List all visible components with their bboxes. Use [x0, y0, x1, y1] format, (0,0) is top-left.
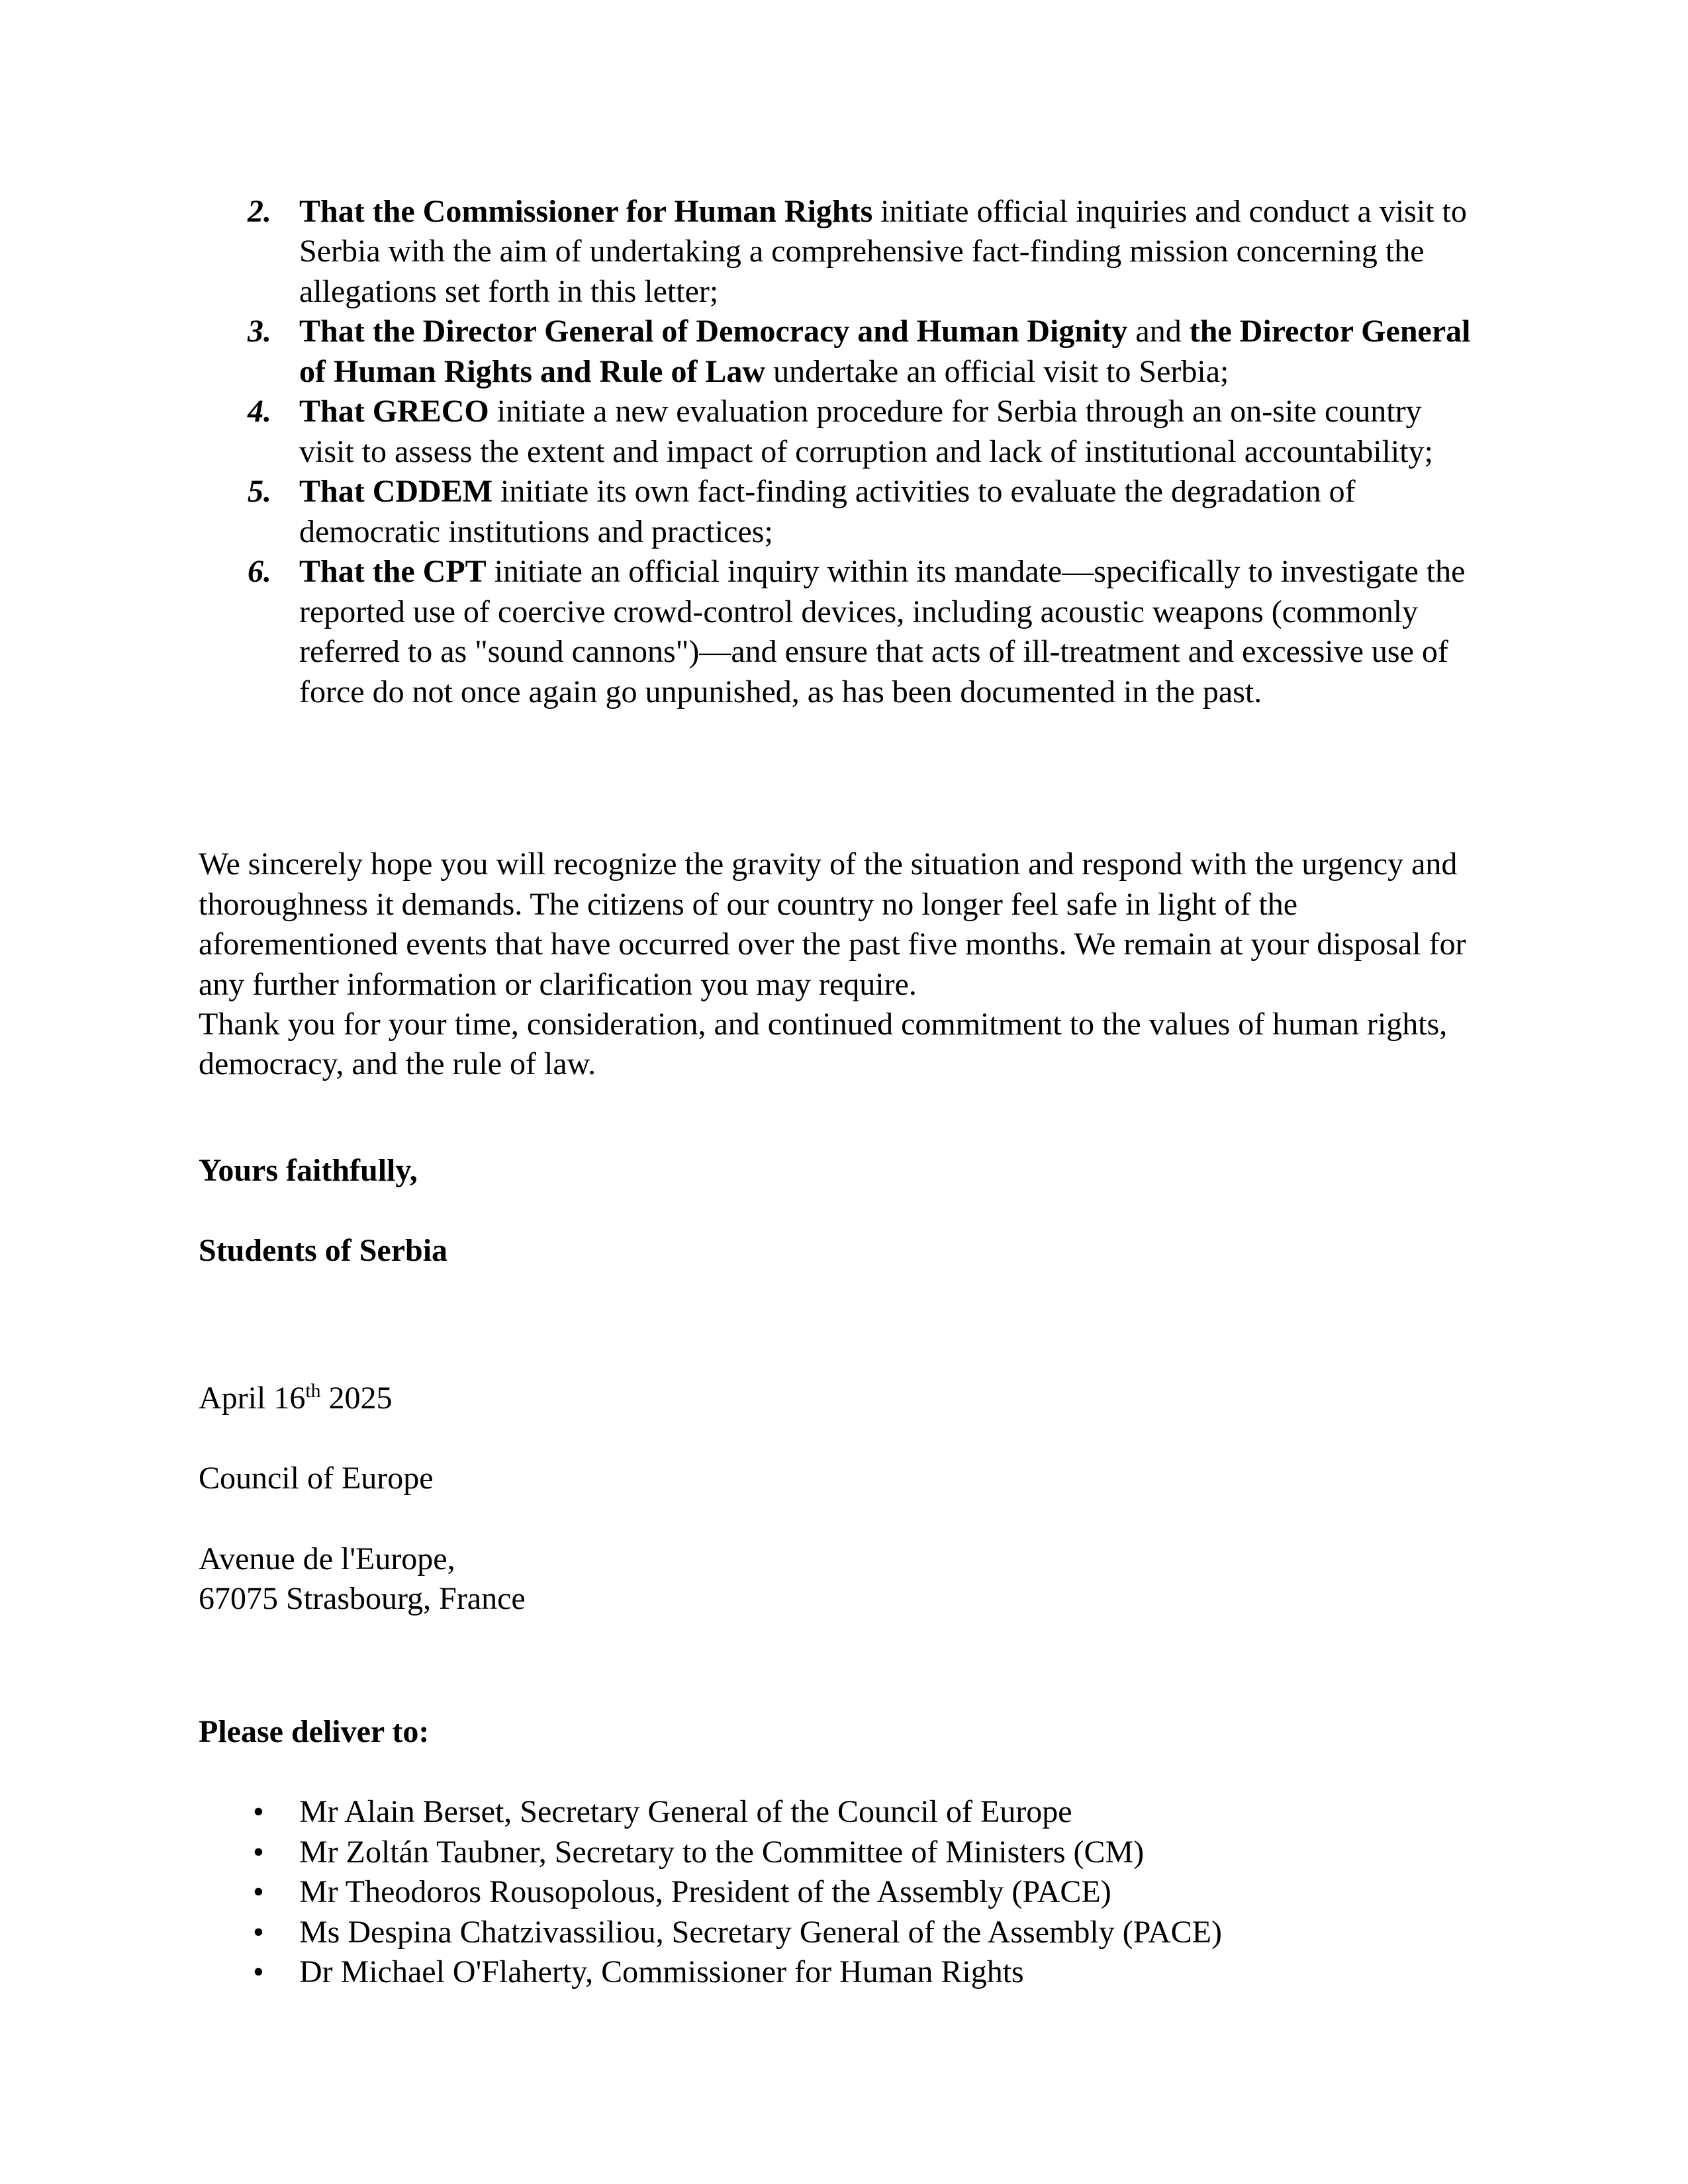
list-item-bold-lead: That the Director General of Democracy and Human Dignity — [299, 314, 1128, 349]
list-item-text: initiate a new evaluation procedure for Serbia through an on-site country visit to assess the extent and impact of corruption and lack of institutional accountability; — [299, 394, 1433, 469]
address-organization: Council of Europe — [199, 1461, 434, 1496]
line-spacer — [199, 1418, 1479, 1459]
list-item-bold-second: the Director General of Human Rights and Rule of Law — [299, 314, 1471, 389]
letter-date — [199, 1379, 1479, 1418]
date-month-day: April 16 — [199, 1380, 306, 1416]
recipients-list — [199, 1792, 1479, 1992]
list-item — [199, 392, 1479, 472]
list-item-text: initiate its own fact-finding activities to evaluate the degradation of democratic institutions and practices; — [299, 474, 1356, 549]
list-item-number: 6. — [248, 554, 271, 590]
address-city-line: 67075 Strasbourg, France — [199, 1581, 526, 1617]
date-year: 2025 — [320, 1380, 393, 1416]
list-item-number: 5. — [248, 474, 271, 510]
closing-paragraph-1: We sincerely hope you will recognize the gravity of the situation and respond with the urgency and thoroughness it demands. The citizens of our country no longer feel safe in light of the aforementioned events that have occurred over the past five months. We remain at your disposal for any further information or clarification you may require. — [199, 846, 1466, 1002]
list-item-number: 2. — [248, 194, 271, 229]
section-spacer — [199, 712, 1479, 844]
address-street: Avenue de l'Europe, — [199, 1541, 455, 1576]
line-spacer — [199, 1752, 1479, 1792]
bullet-icon: • — [253, 1954, 264, 1990]
closing-paragraph-2: Thank you for your time, consideration, and continued commitment to the values of human rights, democracy, and the rule of law. — [199, 1006, 1448, 1082]
list-item — [199, 1792, 1479, 1832]
list-item-bold-lead: That the CPT — [299, 554, 487, 590]
list-item — [199, 1872, 1479, 1912]
recipient-text: Mr Theodoros Rousopolous, President of the Assembly (PACE) — [299, 1874, 1111, 1910]
list-item — [199, 552, 1479, 712]
recipient-text: Mr Zoltán Taubner, Secretary to the Committee of Ministers (CM) — [299, 1834, 1145, 1870]
recipient-text: Ms Despina Chatzivassiliou, Secretary General of the Assembly (PACE) — [299, 1914, 1222, 1950]
list-item — [199, 472, 1479, 552]
valediction: Yours faithfully, — [199, 1152, 418, 1188]
recipient-text: Mr Alain Berset, Secretary General of the Council of Europe — [299, 1794, 1072, 1830]
list-item — [199, 1833, 1479, 1872]
section-spacer — [199, 1271, 1479, 1379]
recipient-text: Dr Michael O'Flaherty, Commissioner for Human Rights — [299, 1954, 1024, 1990]
list-item-text: initiate an official inquiry within its mandate—specifically to investigate the reported use of coercive crowd-control devices, including acoustic weapons (commonly referred to as "sound cannons")—and ensure that acts of ill-treatment and excessive use of force do not once again go unpunished, as has been documented in the past. — [299, 554, 1466, 709]
document-content — [199, 192, 1479, 1993]
delivery-heading: Please deliver to: — [199, 1713, 430, 1749]
bullet-icon: • — [253, 1914, 264, 1950]
list-item-number: 4. — [248, 394, 271, 430]
list-item-text: undertake an official visit to Serbia; — [765, 353, 1229, 389]
list-item — [199, 312, 1479, 392]
line-spacer — [199, 1499, 1479, 1539]
bullet-icon: • — [253, 1794, 264, 1830]
recommendations-list — [199, 192, 1479, 712]
list-item — [199, 1913, 1479, 1952]
list-item-bold-lead: That the Commissioner for Human Rights — [299, 194, 873, 229]
list-item-bold-lead: That GRECO — [299, 394, 489, 430]
section-spacer — [199, 1619, 1479, 1712]
bullet-icon: • — [253, 1874, 264, 1910]
list-item-bold-lead: That CDDEM — [299, 474, 493, 510]
date-ordinal-suffix: th — [305, 1379, 321, 1402]
line-spacer — [199, 1191, 1479, 1231]
signatory: Students of Serbia — [199, 1233, 448, 1269]
list-item — [199, 1952, 1479, 1992]
bullet-icon: • — [253, 1834, 264, 1870]
section-spacer — [199, 1085, 1479, 1151]
list-item-text: initiate official inquiries and conduct a visit to Serbia with the aim of undertaking a comprehensive fact-finding mission concerning the allegations set forth in this letter; — [299, 194, 1467, 309]
list-item — [199, 192, 1479, 312]
list-item-number: 3. — [248, 314, 271, 349]
list-item-text-mid: and — [1127, 314, 1190, 349]
